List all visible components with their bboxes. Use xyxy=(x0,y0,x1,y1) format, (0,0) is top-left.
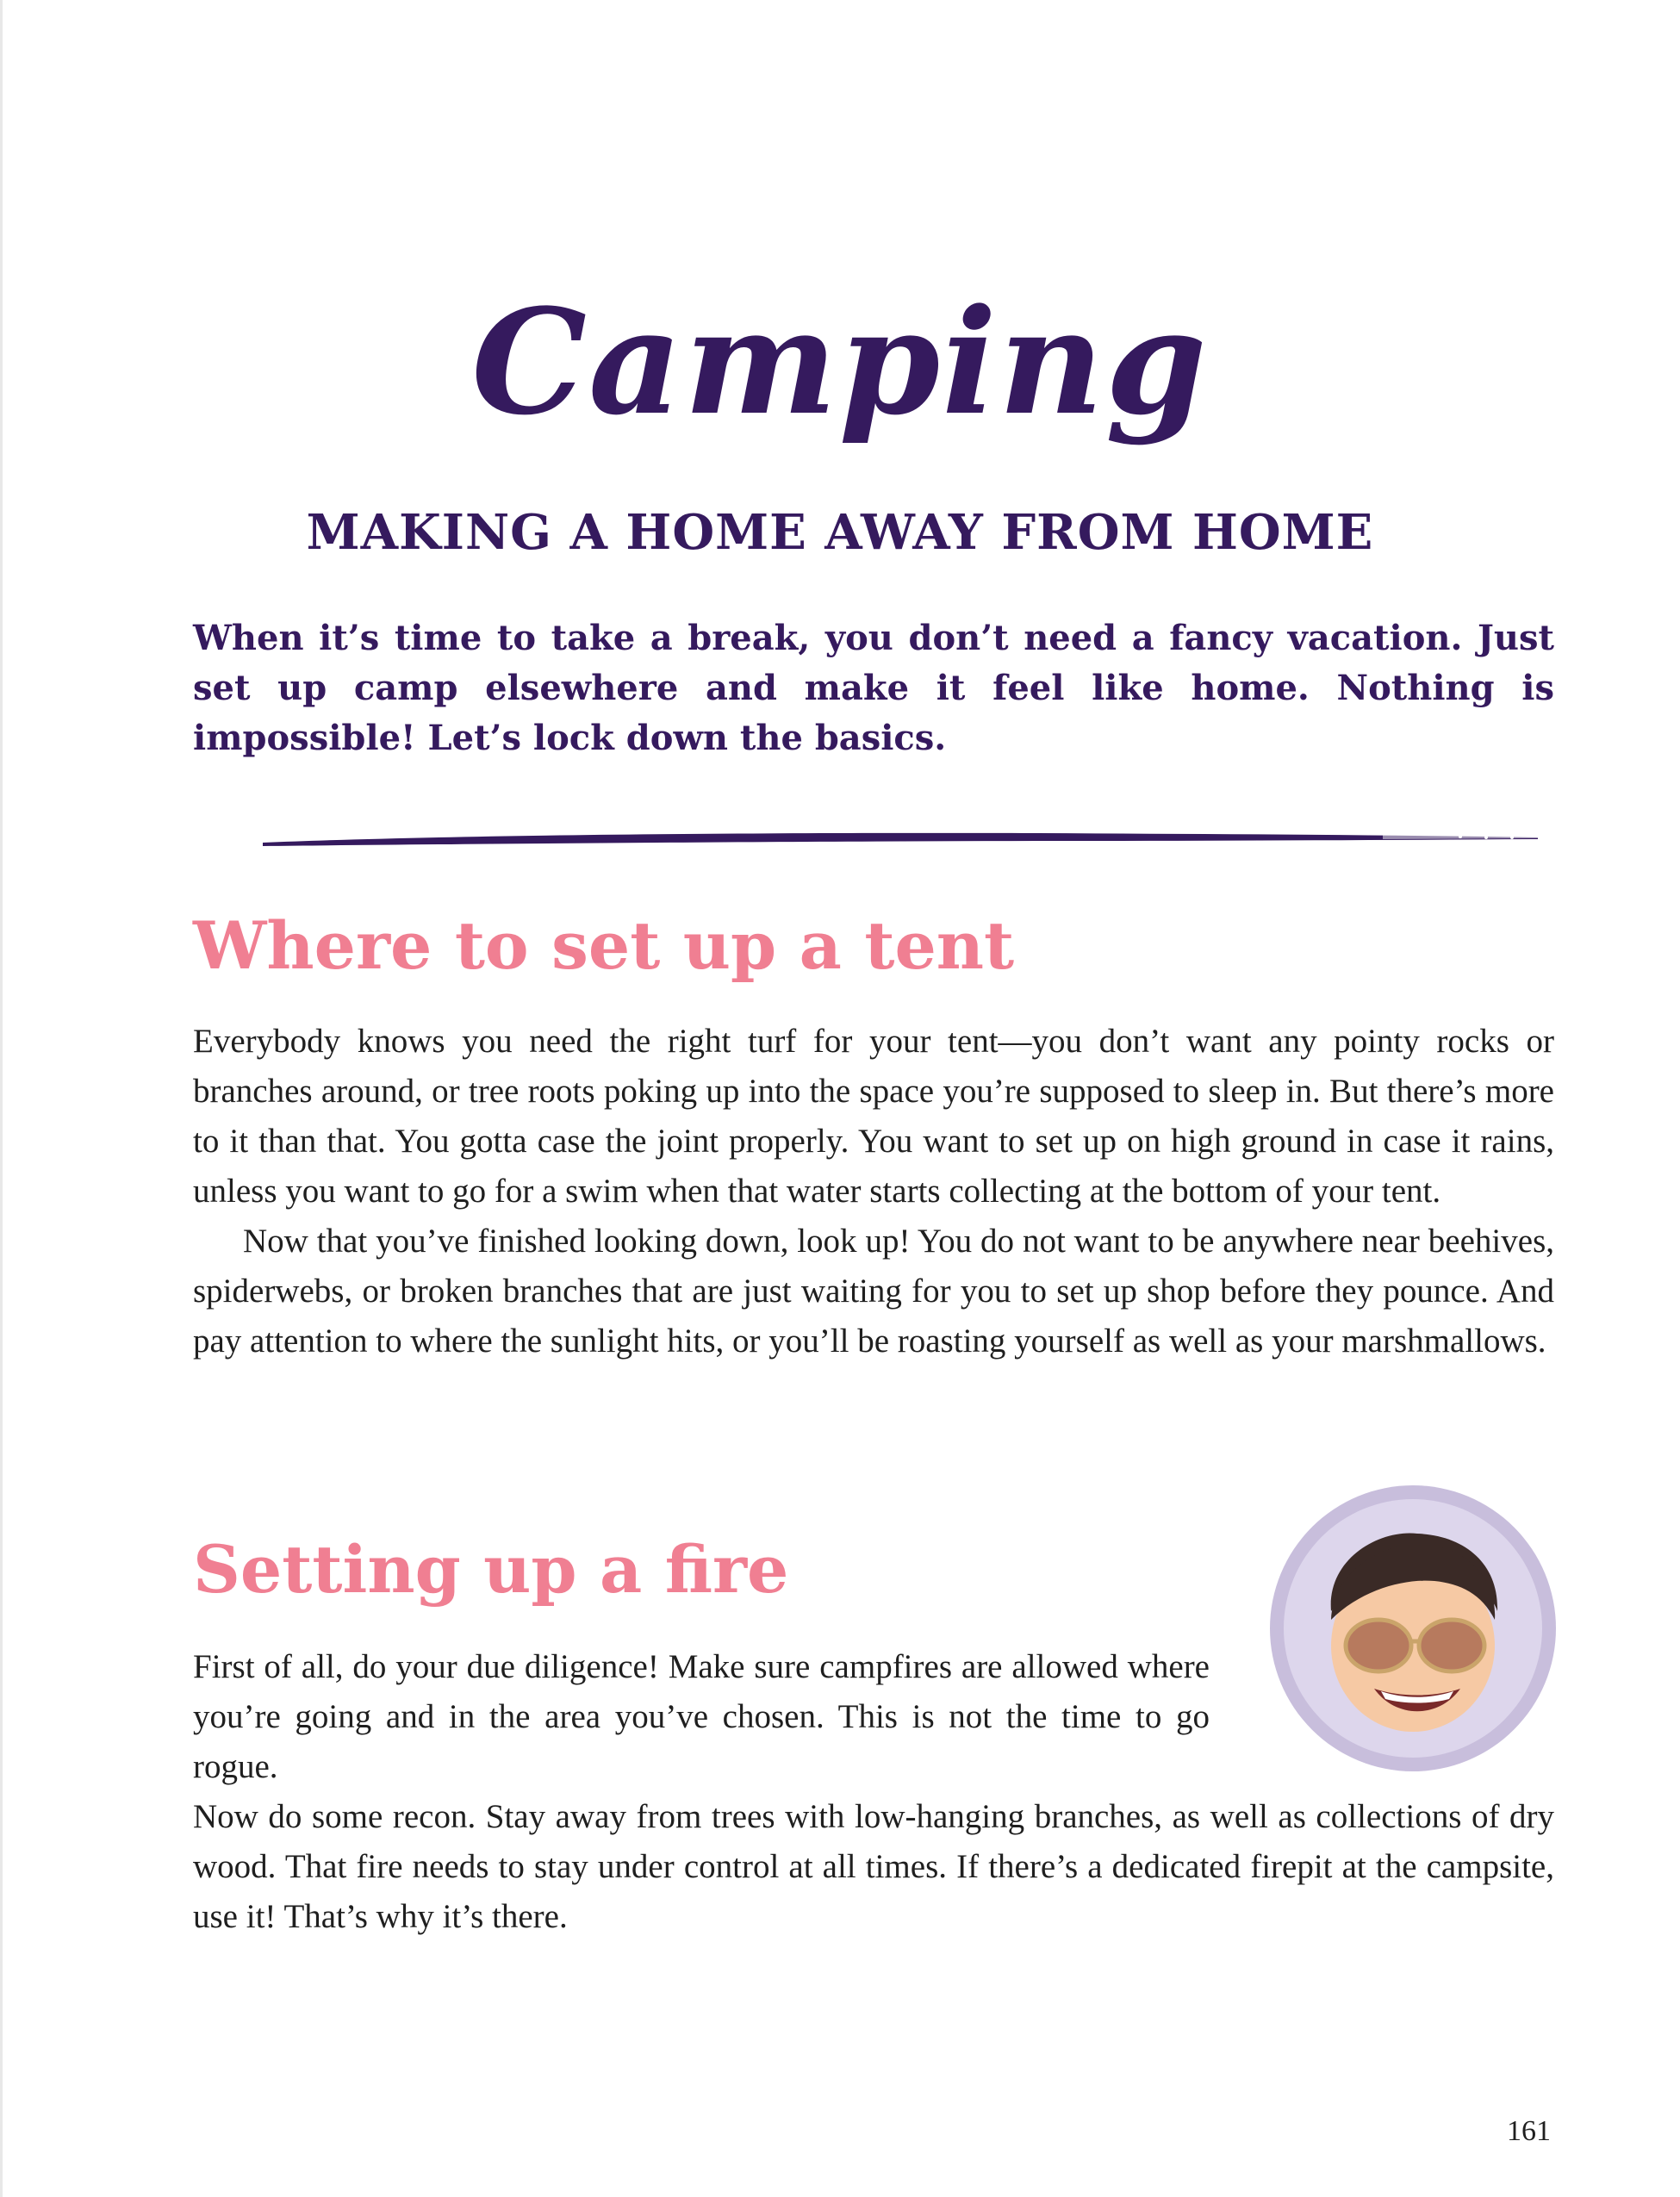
paragraph: Everybody knows you need the right turf for your tent—you don’t want any pointy rocks or branches around, or tree roots poking up into the space you’re supposed to sleep in. But there’s more to it than that. You gotta case the joint properly. You want to set up on high ground in case it rains, unless you want to go for a swim when that water starts collecting at the bottom of your tent. xyxy=(193,1023,1554,1210)
character-avatar-icon xyxy=(1266,1482,1559,1775)
paragraph: Now that you’ve finished looking down, look up! You do not want to be anywhere near beehives, spiderwebs, or broken branches that are just waiting for you to set up shop before they pounce. And pay attention to where the sunlight hits, or you’ll be roasting yourself as well as your marshmallows. xyxy=(193,1223,1554,1360)
section-heading-tent: Where to set up a tent xyxy=(193,907,1015,984)
chapter-title: Camping xyxy=(471,277,1209,447)
chapter-subtitle: MAKING A HOME AWAY FROM HOME xyxy=(306,504,1374,561)
section-heading-fire: Setting up a fire xyxy=(193,1531,789,1608)
intro-paragraph: When it’s time to take a break, you don’t need a fancy vacation. Just set up camp elsewhere and make it feel like home. Nothing is impossible! Let’s lock down the basics. xyxy=(193,618,1554,758)
section-body-tent xyxy=(193,1017,1554,1366)
page-number: 161 xyxy=(1507,2115,1551,2147)
section-body-fire-recon: Now do some recon. Stay away from trees with low-hanging branches, as well as collections of dry wood. That fire needs to stay under control at all times. If there’s a dedicated firepit at the campsite, use it! That’s why it’s there. xyxy=(193,1798,1554,1935)
section-body-fire-intro: First of all, do your due diligence! Make sure campfires are allowed where you’re going and in the area you’ve chosen. This is not the time to go rogue. xyxy=(193,1648,1210,1785)
brush-stroke-divider-icon xyxy=(263,827,1538,853)
